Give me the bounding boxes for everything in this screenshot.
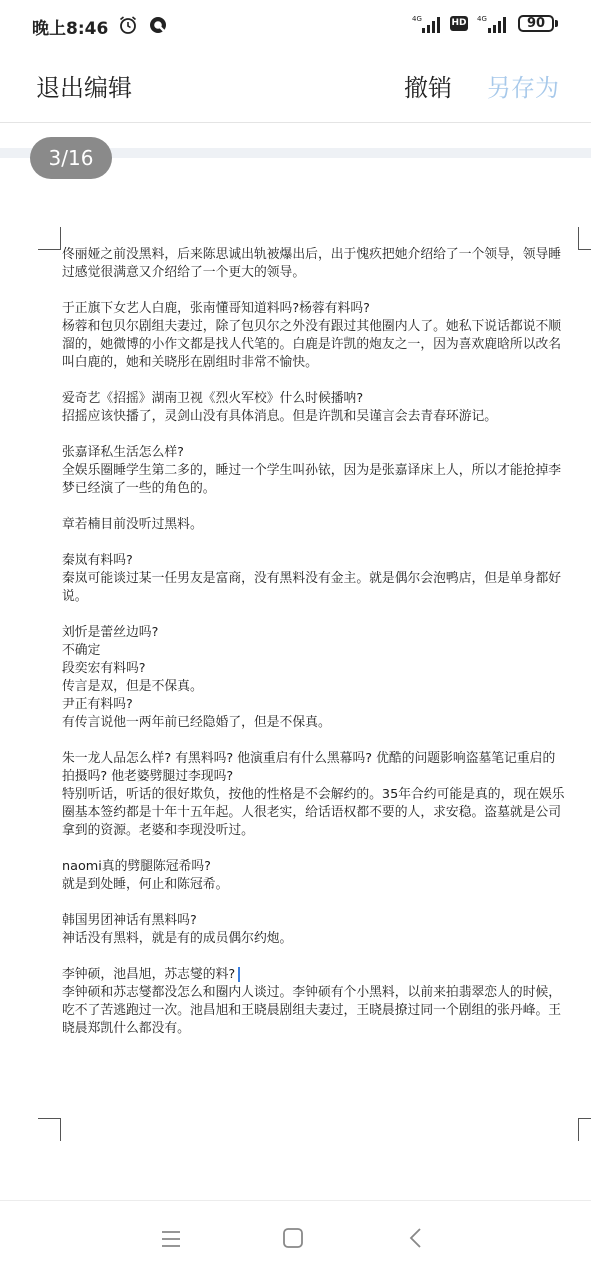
battery-tip (555, 20, 558, 27)
document-paragraph (62, 858, 577, 894)
document-line: 于正旗下女艺人白鹿，张南懂哥知道料吗?杨蓉有料吗? (62, 301, 370, 316)
margin-corner-bottom-left (38, 1118, 61, 1141)
document-paragraph (62, 300, 577, 372)
document-line: 李钟硕，池昌旭，苏志燮的料? (62, 966, 577, 984)
document-line: 全娱乐圈睡学生第二多的，睡过一个学生叫孙铱，因为是张嘉译床上人，所以才能抢掉李 (62, 463, 562, 478)
document-line: 段奕宏有料吗? (62, 661, 146, 676)
document-line: 杨蓉和包贝尔剧组夫妻过，除了包贝尔之外没有跟过其他圈内人了。她私下说话都说不顺 (62, 319, 562, 334)
system-nav-bar (0, 1200, 591, 1281)
back-icon[interactable] (406, 1227, 426, 1249)
document-line: 传言是双，但是不保真。 (62, 679, 203, 694)
document-line: 拍摄吗? 他老婆劈腿过李现吗? (62, 769, 234, 784)
margin-corner-top-right (578, 227, 591, 250)
document-line: 拿到的资源。老婆和李现没听过。 (62, 823, 254, 838)
document-line: 秦岚有料吗? (62, 553, 133, 568)
document-line: 佟丽娅之前没黑料，后来陈思诚出轨被爆出后，出于愧疚把她介绍给了一个领导，领导睡 (62, 247, 562, 262)
document-line: 秦岚可能谈过某一任男友是富商，没有黑料没有金主。就是偶尔会泡鸭店，但是单身都好 (62, 571, 562, 586)
toolbar-divider (0, 122, 591, 123)
document-paragraph (62, 552, 577, 606)
document-paragraph (62, 966, 577, 1038)
document-line: 刘忻是蕾丝边吗? (62, 625, 159, 640)
document-line: 溜的，她微博的小作文都是找人代笔的。白鹿是许凯的炮友之一，因为喜欢鹿晗所以改名 (62, 337, 562, 352)
document-paragraph (62, 246, 577, 282)
document-line: 说。 (62, 589, 88, 604)
battery-indicator: 90 (518, 15, 554, 32)
document-line: 就是到处睡，何止和陈冠希。 (62, 877, 229, 892)
document-line: 张嘉译私生活怎么样? (62, 445, 184, 460)
text-cursor (238, 967, 240, 982)
document-paragraph (62, 390, 577, 426)
document-line: 李钟硕和苏志燮都没怎么和圈内人谈过。李钟硕有个小黑料，以前来拍翡翠恋人的时候， (62, 985, 562, 1000)
document-line: 晓晨郑凯什么都没有。 (62, 1021, 190, 1036)
editor-toolbar (0, 52, 591, 122)
document-line: 不确定 (62, 643, 101, 658)
menu-icon[interactable] (160, 1229, 182, 1249)
status-time: 晚上8:46 (32, 19, 109, 39)
document-line: 特别听话，听话的很好欺负，按他的性格是不会解约的。35年合约可能是真的，现在娱乐 (62, 787, 565, 802)
document-line: 章若楠目前没听过黑料。 (62, 517, 203, 532)
exit-edit-button[interactable]: 退出编辑 (36, 74, 132, 102)
status-bar (0, 0, 591, 52)
document-paragraph (62, 624, 577, 732)
signal-4g-icon (412, 14, 442, 34)
document-paragraph (62, 750, 577, 840)
hd-badge: HD (450, 16, 468, 31)
margin-corner-top-left (38, 227, 61, 250)
document-line: 招摇应该快播了，灵剑山没有具体消息。但是许凯和吴谨言会去青春环游记。 (62, 409, 498, 424)
network-label-1: 4G (412, 15, 422, 23)
document-line: 梦已经演了一些的角色的。 (62, 481, 216, 496)
document-line: 韩国男团神话有黑料吗? (62, 913, 197, 928)
document-line: 叫白鹿的，她和关晓彤在剧组时非常不愉快。 (62, 355, 318, 370)
document-line: 圈基本签约都是十年十五年起。人很老实，给话语权都不要的人，求安稳。盗墓就是公司 (62, 805, 562, 820)
margin-corner-bottom-right (578, 1118, 591, 1141)
document-line: 尹正有料吗? (62, 697, 133, 712)
document-line: 吃不了苦逃跑过一次。池昌旭和王晓晨剧组夫妻过，王晓晨撩过同一个剧组的张丹峰。王 (62, 1003, 562, 1018)
document-line: 朱一龙人品怎么样? 有黑料吗? 他演重启有什么黑幕吗? 优酷的问题影响盗墓笔记重启的 (62, 751, 556, 766)
document-body[interactable] (62, 246, 577, 1056)
home-icon[interactable] (282, 1227, 304, 1249)
document-paragraph (62, 516, 577, 534)
document-line: 过感觉很满意又介绍给了一个更大的领导。 (62, 265, 306, 280)
document-paragraph (62, 444, 577, 498)
undo-button[interactable]: 撤销 (404, 74, 452, 102)
alarm-icon (118, 15, 138, 35)
network-label-2: 4G (477, 15, 487, 23)
save-as-button[interactable]: 另存为 (487, 74, 559, 102)
app-notification-icon (148, 15, 168, 35)
document-page[interactable] (0, 215, 591, 1145)
page-indicator: 3/16 (30, 137, 112, 179)
document-paragraph (62, 912, 577, 948)
signal-4g-icon-2 (477, 14, 509, 34)
document-line: naomi真的劈腿陈冠希吗? (62, 859, 211, 874)
document-line: 有传言说他一两年前已经隐婚了，但是不保真。 (62, 715, 331, 730)
document-line: 爱奇艺《招摇》湖南卫视《烈火军校》什么时候播呐? (62, 391, 364, 406)
document-line: 神话没有黑料，就是有的成员偶尔约炮。 (62, 931, 293, 946)
